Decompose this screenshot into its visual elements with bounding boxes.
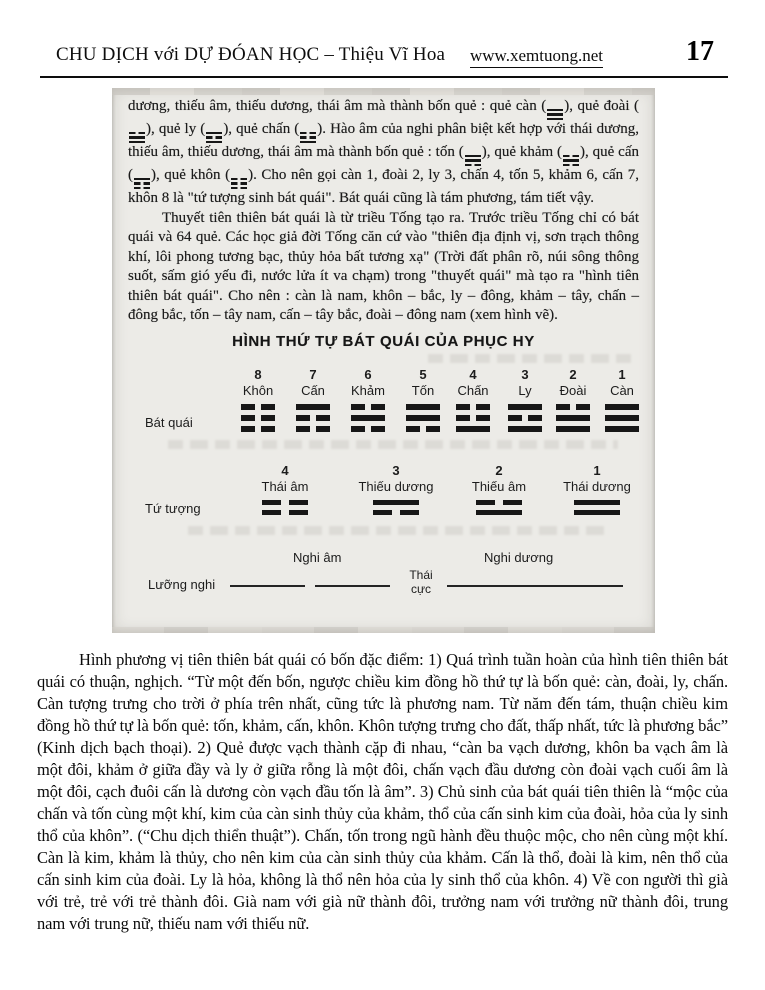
sixiang-column bbox=[447, 463, 551, 515]
trigram-column bbox=[286, 367, 340, 432]
sixiang-glyph bbox=[262, 500, 308, 515]
inline-trigram-glyph bbox=[300, 132, 316, 144]
trigram-glyph bbox=[508, 404, 542, 432]
inline-trigram-glyph bbox=[129, 132, 145, 144]
header-rule bbox=[40, 76, 728, 78]
trigram-number: 2 bbox=[569, 366, 577, 382]
trigram-name: Khôn bbox=[242, 382, 274, 398]
sixiang-name: Thiếu âm bbox=[471, 478, 527, 494]
trigram-column bbox=[231, 367, 285, 432]
bleed-noise bbox=[428, 354, 638, 363]
sixiang-number: 2 bbox=[495, 462, 503, 478]
sixiang-number: 3 bbox=[392, 462, 400, 478]
scanned-page-image bbox=[112, 88, 655, 633]
inline-trigram-glyph bbox=[465, 155, 481, 167]
trigram-number: 6 bbox=[364, 366, 372, 382]
sixiang-column bbox=[344, 463, 448, 515]
sixiang-name: Thái dương bbox=[563, 478, 631, 494]
yin-line-segment bbox=[230, 585, 305, 587]
trigram-name: Khảm bbox=[351, 382, 385, 398]
trigram-name: Tốn bbox=[411, 382, 435, 398]
bleed-noise bbox=[188, 526, 608, 535]
page-number: 17 bbox=[686, 36, 714, 67]
sixiang-glyph bbox=[476, 500, 522, 515]
bagua-row-label: Bát quái bbox=[145, 414, 193, 430]
website-link[interactable]: www.xemtuong.net bbox=[470, 46, 603, 68]
trigram-column bbox=[546, 367, 600, 432]
trigram-glyph bbox=[556, 404, 590, 432]
sixiang-column bbox=[233, 463, 337, 515]
sixiang-glyph bbox=[574, 500, 620, 515]
sixiang-glyph bbox=[373, 500, 419, 515]
page-header bbox=[0, 0, 765, 80]
trigram-name: Chấn bbox=[457, 382, 489, 398]
scan-paragraph-2: Thuyết tiên thiên bát quái là từ triều Tống tạo ra. Trước triều Tống chỉ có bát quái và 64 quẻ. Các học giả đời Tống căn cứ vào "thiên địa định vị, sơn trạch thông khí, lôi phong tương bạc, thủy hỏa bất tương xạ" (Trời đất phân rõ, núi sông thông suốt, sấm gió yếu đi, nước lửa ít va chạm) trong "thuyết quái" mà tạo ra "hình tiên thiên bát quái". Cho nên : càn là nam, khôn – bắc, ly – đông, khảm – tây, chấn – đông bắc, tốn – tây nam, cấn – tây bắc, đoài – đông nam (xem hình vẽ). bbox=[128, 209, 639, 323]
diagram-title: HÌNH THỨ TỰ BÁT QUÁI CỦA PHỤC HY bbox=[232, 332, 535, 350]
trigram-number: 5 bbox=[419, 366, 427, 382]
taiji-label-top: Thái bbox=[409, 567, 433, 582]
sixiang-row-label: Tứ tượng bbox=[145, 500, 201, 516]
trigram-name: Đoài bbox=[559, 382, 587, 398]
yang-principle-label: Nghi dương bbox=[484, 549, 554, 565]
trigram-column bbox=[341, 367, 395, 432]
liangyi-row-label: Lưỡng nghi bbox=[148, 576, 216, 592]
commentary-paragraph: Hình phương vị tiên thiên bát quái có bốn đặc điểm: 1) Quá trình tuần hoàn của hình tiên thiên bát quái có thuận, nghịch. “Từ một đến bốn, ngược chiều kim đồng hồ thứ tự là bốn quẻ: càn, đoài, ly, chấn. Càn tượng trưng cho trời ở phía trên nhất, cũng tức là phương nam. Từ năm đến tám, thuận chiều kim đồng hồ thứ tự là bốn quẻ: tốn, khảm, cấn, khôn. Khôn tượng trưng cho đất, thấp nhất, tức là phương bắc” (Kinh dịch bạch thoại). 2) Quẻ được vạch thành cặp đi nhau, “càn ba vạch dương, khôn ba vạch âm là một đôi, khảm ở giữa đầy và ly ở giữa rỗng là một đôi, chấn vạch đầu dương còn đoài vạch cuối âm là một đôi, cạch đuôi cấn là dương còn vạch đầu tốn là âm”. 3) Chủ sinh của bát quái tiên thiên là “mộc của chấn và tốn cùng một khí, kim của càn sinh thủy của khảm, thổ của cấn sinh kim của đoài, hỏa của ly sinh thổ của khôn”. (“Chu dịch thiển thuật”). Chấn, tốn trong ngũ hành đều thuộc mộc, cho nên cùng một khí. Càn là kim, khảm là thủy, cho nên kim của càn sinh thủy của khảm. Cấn là thổ, đoài là kim, nên thổ của cấn sinh kim của đoài. Ly là hỏa, không là thổ nên hỏa của ly sinh thổ của khôn. 4) Về con người thì già với trẻ, trẻ với trẻ thành đôi. Già nam với già nữ thành đôi, trưởng nam với trưởng nữ thành đôi, trung nam với trung nữ, thiếu nam với thiếu nữ. bbox=[37, 650, 728, 933]
trigram-number: 8 bbox=[254, 366, 262, 382]
trigram-column bbox=[446, 367, 500, 432]
book-title: CHU DỊCH với DỰ ĐÓAN HỌC – Thiệu Vĩ Hoa bbox=[56, 44, 446, 65]
inline-trigram-glyph bbox=[563, 155, 579, 167]
trigram-glyph bbox=[406, 404, 440, 432]
trigram-glyph bbox=[241, 404, 275, 432]
inline-trigram-glyph bbox=[134, 178, 150, 190]
fuxi-bagua-diagram bbox=[128, 330, 639, 614]
trigram-glyph bbox=[296, 404, 330, 432]
bleed-noise bbox=[168, 440, 618, 449]
sixiang-name: Thiếu dương bbox=[358, 478, 434, 494]
trigram-name: Ly bbox=[518, 382, 532, 398]
trigram-column bbox=[396, 367, 450, 432]
yang-line-segment bbox=[447, 585, 623, 587]
inline-trigram-glyph bbox=[547, 109, 563, 121]
trigram-number: 7 bbox=[309, 366, 317, 382]
scan-paragraph-1: dương, thiếu âm, thiếu dương, thái âm mà thành bốn quẻ : quẻ càn ( ), quẻ đoài ( ), quẻ ly ( ), quẻ chấn ( ). Hào âm của nghi phân biệt kết hợp với thái dương, thiếu âm, thiếu dương, thái âm mà thành bốn quẻ : tốn ( ), quẻ khảm ( ), quẻ cấn ( ), quẻ khôn ( ). Cho nên gọi càn 1, đoài 2, ly 3, chấn 4, tốn 5, khảm 6, cấn 7, khôn 8 là "tứ tượng sinh bát quái". Bát quái cũng là tám phương, tám tiết vậy. bbox=[128, 98, 639, 206]
taiji-label-bottom: cực bbox=[410, 581, 432, 596]
inline-trigram-glyph bbox=[231, 178, 247, 190]
trigram-glyph bbox=[605, 404, 639, 432]
sixiang-name: Thái âm bbox=[261, 478, 309, 494]
trigram-column bbox=[595, 367, 649, 432]
taiji-label bbox=[398, 568, 444, 596]
trigram-column bbox=[498, 367, 552, 432]
yin-line-segment bbox=[315, 585, 390, 587]
trigram-number: 1 bbox=[618, 366, 626, 382]
yin-principle-label: Nghi âm bbox=[293, 549, 342, 565]
trigram-glyph bbox=[456, 404, 490, 432]
inline-trigram-glyph bbox=[206, 132, 222, 144]
sixiang-number: 4 bbox=[281, 462, 289, 478]
trigram-name: Cấn bbox=[301, 382, 325, 398]
sixiang-column bbox=[545, 463, 649, 515]
trigram-number: 4 bbox=[469, 366, 477, 382]
trigram-glyph bbox=[351, 404, 385, 432]
trigram-name: Càn bbox=[610, 382, 634, 398]
sixiang-number: 1 bbox=[593, 462, 601, 478]
trigram-number: 3 bbox=[521, 366, 529, 382]
